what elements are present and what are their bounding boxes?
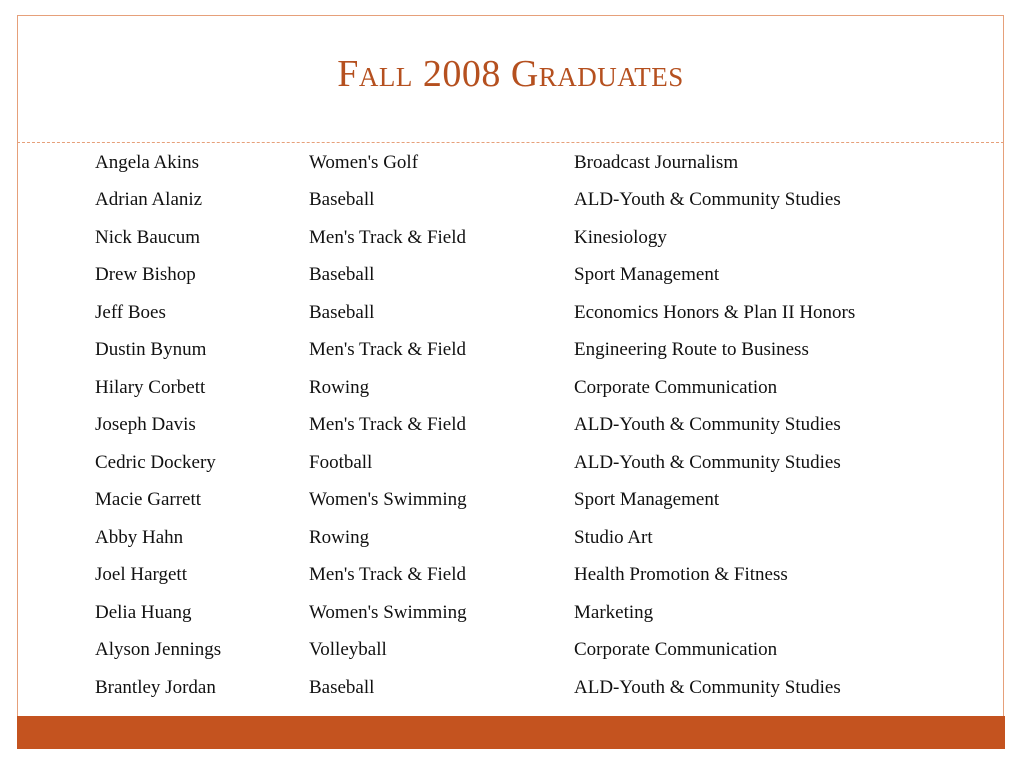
graduate-name: Hilary Corbett	[95, 376, 206, 398]
graduate-name: Angela Akins	[95, 151, 199, 173]
graduate-name: Nick Baucum	[95, 226, 201, 248]
graduate-major: ALD-Youth & Community Studies	[574, 451, 841, 473]
graduate-sport: Baseball	[309, 189, 375, 211]
table-row	[95, 519, 975, 557]
graduate-sport: Women's Golf	[309, 151, 419, 173]
table-row	[95, 407, 975, 445]
graduate-major: Broadcast Journalism	[574, 151, 739, 173]
table-row	[95, 219, 975, 257]
graduate-name: Jeff Boes	[95, 301, 166, 323]
graduate-major: Health Promotion & Fitness	[574, 564, 788, 586]
graduate-sport: Men's Track & Field	[309, 564, 467, 586]
graduate-sport: Rowing	[309, 526, 370, 548]
graduate-sport: Women's Swimming	[309, 489, 467, 511]
table-row	[95, 332, 975, 370]
graduate-sport: Men's Track & Field	[309, 414, 467, 436]
graduate-name: Brantley Jordan	[95, 676, 216, 698]
graduate-name: Adrian Alaniz	[95, 189, 203, 211]
graduate-sport: Men's Track & Field	[309, 226, 467, 248]
graduate-major: ALD-Youth & Community Studies	[574, 676, 841, 698]
graduate-major: Sport Management	[574, 489, 720, 511]
graduates-table	[95, 144, 975, 707]
graduate-major: Corporate Communication	[574, 639, 778, 661]
graduate-sport: Football	[309, 451, 373, 473]
graduate-major: Sport Management	[574, 264, 720, 286]
graduate-name: Joel Hargett	[95, 564, 187, 586]
graduate-name: Cedric Dockery	[95, 451, 216, 473]
graduate-sport: Volleyball	[309, 639, 387, 661]
graduate-major: ALD-Youth & Community Studies	[574, 189, 841, 211]
table-row	[95, 482, 975, 520]
title-divider	[17, 142, 1004, 143]
graduate-major: Marketing	[574, 601, 654, 623]
graduate-name: Abby Hahn	[95, 526, 184, 548]
graduate-name: Joseph Davis	[95, 414, 196, 436]
graduate-major: Studio Art	[574, 526, 653, 548]
table-row	[95, 557, 975, 595]
graduate-name: Macie Garrett	[95, 489, 202, 511]
graduate-sport: Baseball	[309, 301, 375, 323]
graduate-major: Economics Honors & Plan II Honors	[574, 301, 856, 323]
graduate-name: Alyson Jennings	[95, 639, 222, 661]
graduate-major: ALD-Youth & Community Studies	[574, 414, 841, 436]
graduate-sport: Baseball	[309, 264, 375, 286]
graduate-major: Engineering Route to Business	[574, 339, 809, 361]
table-row	[95, 294, 975, 332]
graduate-sport: Baseball	[309, 676, 375, 698]
table-row	[95, 369, 975, 407]
graduate-name: Dustin Bynum	[95, 339, 207, 361]
table-row	[95, 594, 975, 632]
graduate-sport: Women's Swimming	[309, 601, 467, 623]
graduate-name: Delia Huang	[95, 601, 192, 623]
table-row	[95, 669, 975, 707]
table-row	[95, 632, 975, 670]
table-row	[95, 257, 975, 295]
table-row	[95, 144, 975, 182]
footer-accent-bar	[17, 716, 1005, 749]
graduate-sport: Rowing	[309, 376, 370, 398]
table-row	[95, 182, 975, 220]
page-title: Fall 2008 Graduates	[337, 53, 684, 95]
graduate-name: Drew Bishop	[95, 264, 196, 286]
graduate-major: Corporate Communication	[574, 376, 778, 398]
graduate-sport: Men's Track & Field	[309, 339, 467, 361]
table-row	[95, 444, 975, 482]
graduate-major: Kinesiology	[574, 226, 667, 248]
